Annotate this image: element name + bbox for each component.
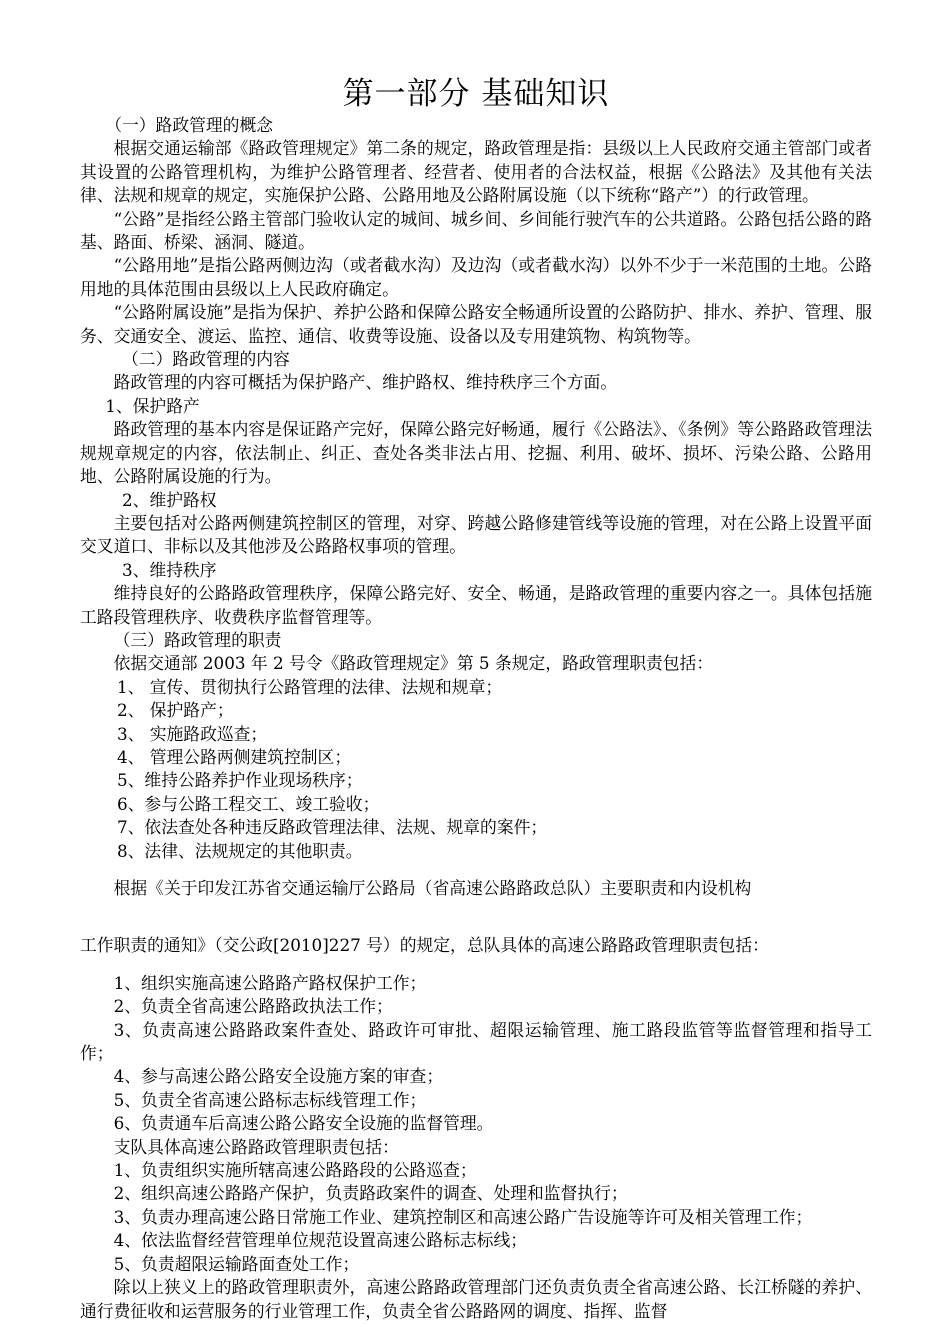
subheading: 2、维护路权 xyxy=(122,489,217,510)
list-item: 6、参与公路工程交工、竣工验收； xyxy=(116,793,380,814)
list-item: 3、 实施路政巡查； xyxy=(116,723,268,744)
list-item: 3、负责高速公路路政案件查处、路政许可审批、超限运输管理、施工路段监管等监督管理和指导工作； xyxy=(80,1019,872,1064)
paragraph: 根据《关于印发江苏省交通运输厅公路局（省高速公路路政总队）主要职责和内设机构 xyxy=(113,878,752,898)
list-item: 5、维持公路养护作业现场秩序； xyxy=(116,770,363,791)
subheading: 支队具体高速公路路政管理职责包括： xyxy=(113,1136,399,1157)
section-heading-concept: （一）路政管理的概念 xyxy=(105,115,274,135)
list-item: 8、法律、法规规定的其他职责。 xyxy=(116,840,363,861)
list-item: 3、负责办理高速公路日常施工作业、建筑控制区和高速公路广告设施等许可及相关管理工作； xyxy=(113,1206,813,1227)
paragraph: 除以上狭义上的路政管理职责外，高速公路路政管理部门还负责负责全省高速公路、长江桥隧的养护、通行费征收和运营服务的行业管理工作，负责全省公路路网的调度、指挥、监督 xyxy=(80,1277,872,1321)
list-item: 4、依法监督经营管理单位规范设置高速公路标志标线； xyxy=(113,1230,528,1251)
subheading: 1、保护路产 xyxy=(105,395,200,416)
paragraph: “公路”是指经公路主管部门验收认定的城间、城乡间、乡间能行驶汽车的公共道路。公路包括公路的路基、路面、桥梁、涵洞、隧道。 xyxy=(80,208,872,253)
list-item: 1、 宣传、贯彻执行公路管理的法律、法规和规章； xyxy=(116,676,503,697)
paragraph: 路政管理的内容可概括为保护路产、维护路权、维持秩序三个方面。 xyxy=(113,372,618,393)
paragraph: 主要包括对公路两侧建筑控制区的管理，对穿、跨越公路修建管线等设施的管理，对在公路上设置平面交叉道口、非标以及其他涉及公路路权事项的管理。 xyxy=(80,512,872,557)
list-item: 1、组织实施高速公路路产路权保护工作； xyxy=(113,972,427,993)
section-heading-duties: （三）路政管理的职责 xyxy=(113,629,282,650)
paragraph: 维持良好的公路路政管理秩序，保障公路完好、安全、畅通，是路政管理的重要内容之一。具体包括施工路段管理秩序、收费秩序监督管理等。 xyxy=(80,583,872,627)
list-item: 2、 保护路产； xyxy=(116,700,234,721)
paragraph: 工作职责的通知》（交公政[2010]227 号）的规定，总队具体的高速公路路政管理职责包括： xyxy=(80,935,769,956)
list-item: 1、负责组织实施所辖高速公路路段的公路巡查； xyxy=(113,1160,477,1181)
paragraph: 路政管理的基本内容是保证路产完好，保障公路完好畅通，履行《公路法》、《条例》等公路路政管理法规规章规定的内容，依法制止、纠正、查处各类非法占用、挖掘、利用、破坏、损坏、污染公路、公路用地、公路附属设施的行为。 xyxy=(80,419,872,487)
paragraph: “公路用地”是指公路两侧边沟（或者截水沟）及边沟（或者截水沟）以外不少于一米范围的土地。公路用地的具体范围由县级以上人民政府确定。 xyxy=(80,255,872,299)
list-item: 2、负责全省高速公路路政执法工作； xyxy=(113,996,393,1017)
list-item: 5、负责全省高速公路标志标线管理工作； xyxy=(113,1089,427,1110)
paragraph: 根据交通运输部《路政管理规定》第二条的规定，路政管理是指：县级以上人民政府交通主管部门或者其设置的公路管理机构，为维护公路管理者、经营者、使用者的合法权益，根据《公路法》及其他有关法律、法规和规章的规定，实施保护公路、公路用地及公路附属设施（以下统称“路产”）的行政管理。 xyxy=(80,138,872,206)
subheading: 3、维持秩序 xyxy=(122,559,217,580)
page-title: 第一部分 基础知识 xyxy=(342,76,610,112)
list-item: 4、参与高速公路公路安全设施方案的审查； xyxy=(113,1066,444,1087)
list-item: 4、 管理公路两侧建筑控制区； xyxy=(116,746,352,767)
paragraph: 依据交通部 2003 年 2 号令《路政管理规定》第 5 条规定，路政管理职责包括： xyxy=(113,653,714,674)
section-heading-content: （二）路政管理的内容 xyxy=(122,349,290,370)
paragraph: “公路附属设施”是指为保护、养护公路和保障公路安全畅通所设置的公路防护、排水、养护、管理、服务、交通安全、渡运、监控、通信、收费等设施、设备以及专用建筑物、构筑物等。 xyxy=(80,302,872,346)
list-item: 2、组织高速公路路产保护，负责路政案件的调查、处理和监督执行； xyxy=(113,1183,628,1204)
list-item: 6、负责通车后高速公路公路安全设施的监督管理。 xyxy=(113,1113,494,1134)
list-item: 5、负责超限运输路面查处工作； xyxy=(113,1253,360,1274)
list-item: 7、依法查处各种违反路政管理法律、法规、规章的案件； xyxy=(116,817,548,838)
